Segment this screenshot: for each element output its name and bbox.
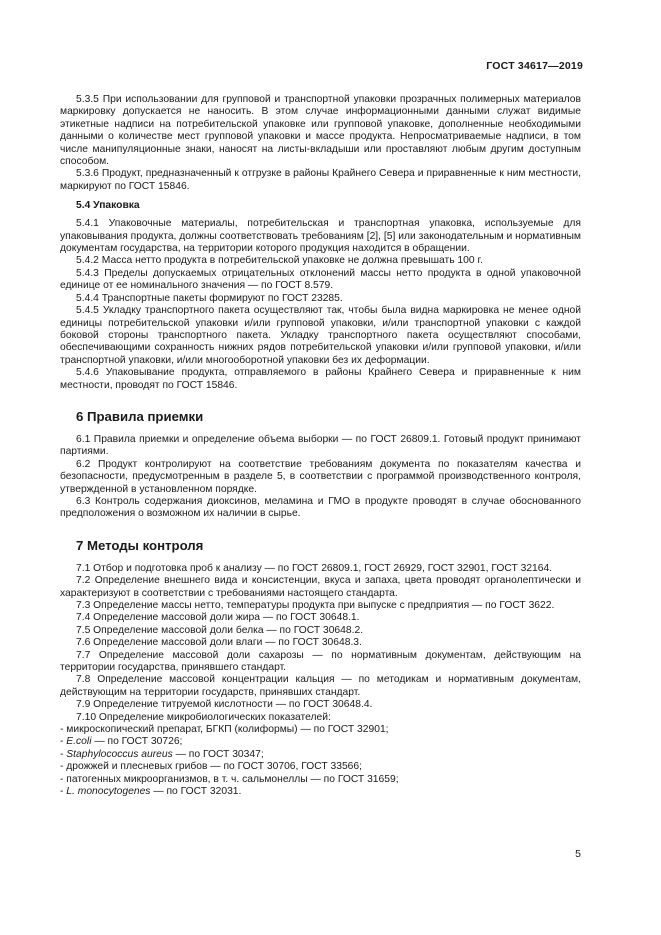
microbiology-list <box>60 724 581 798</box>
paragraph: 7.6 Определение массовой доли влаги — по ГОСТ 30648.3. <box>76 637 362 649</box>
paragraph: 6.3 Контроль содержания диоксинов, меламина и ГМО в продукте проводят в случае обоснованного предположения о возможном их наличии в сырье. <box>60 495 581 520</box>
paragraph: 7.1 Отбор и подготовка проб к анализу — по ГОСТ 26809.1, ГОСТ 26929, ГОСТ 32901, ГОСТ 32164. <box>76 562 553 574</box>
paragraph: 6.1 Правила приемки и определение объема выборки — по ГОСТ 26809.1. Готовый продукт принимают партиями. <box>60 433 581 458</box>
section-7-body <box>60 563 581 799</box>
page-number: 5 <box>575 848 581 860</box>
paragraph: 7.7 Определение массовой доли сахарозы — по нормативным документам, действующим на территории государства, принявшего стандарт. <box>60 649 581 674</box>
section-heading-6: 6 Правила приемки <box>76 408 204 424</box>
paragraph: 5.3.5 При использовании для групповой и транспортной упаковки прозрачных полимерных материалов маркировку допускается не наносить. В этом случае информационными данными служат видимые этикетные надписи на потребительской упаковке или групповой упаковке, дополненные необходимыми данными о количестве мест групповой упаковки и массе продукта. Непросматриваемые надписи, в том числе манипуляционные знаки, наносят на листы-вкладыши или проставляют любым другим доступным способом. <box>60 94 581 168</box>
paragraph: 5.3.6 Продукт, предназначенный к отгрузке в районы Крайнего Севера и приравненные к ним местности, маркируют по ГОСТ 15846. <box>60 168 581 192</box>
list-item: - L. monocytogenes — по ГОСТ 32031. <box>60 786 581 798</box>
paragraph: 5.4.5 Укладку транспортного пакета осуществляют так, чтобы была видна маркировка не менее одной единицы потребительской упаковки и/или групповой упаковки, и/или транспортной упаковки с каждой боковой стороны транспортного пакета. Укладку транспортного пакета осуществляют способами, обеспечивающими сохранность нижних рядов потребительской упаковки и/или групповой упаковки, и/или транспортной упаковки, и/или многооборотной упаковки без их деформации. <box>60 305 581 366</box>
paragraph: 7.8 Определение массовой концентрации кальция — по методикам и нормативным документам, действующим на территории государств, принявших стандарт. <box>60 674 581 698</box>
paragraph: 5.4.1 Упаковочные материалы, потребительская и транспортная упаковка, используемые для упаковывания продукта, должны соответствовать требованиям [2], [5] или законодательным и нормативным документам государства, на территории которого продукция находится в обращении. <box>60 218 581 255</box>
paragraph: 5.4.2 Масса нетто продукта в потребительской упаковке не должна превышать 100 г. <box>76 255 483 267</box>
paragraph: 5.4.3 Пределы допускаемых отрицательных отклонений массы нетто продукта в одной упаковочной единице от ее номинального значения — по ГОСТ 8.579. <box>60 267 581 292</box>
paragraph: 5.4.6 Упаковывание продукта, отправляемого в районы Крайнего Севера и приравненные к ним местности, проводят по ГОСТ 15846. <box>60 367 581 391</box>
paragraph: 7.4 Определение массовой доли жира — по ГОСТ 30648.1. <box>76 612 360 624</box>
list-item: - микроскопический препарат, БГКП (колиформы) — по ГОСТ 32901; <box>60 724 581 736</box>
paragraph: 5.4.4 Транспортные пакеты формируют по ГОСТ 23285. <box>76 292 343 304</box>
list-item: - дрожжей и плесневых грибов — по ГОСТ 30706, ГОСТ 33566; <box>60 761 581 773</box>
paragraph: 7.3 Определение массы нетто, температуры продукта при выпуске с предприятия — по ГОСТ 3622. <box>76 600 555 611</box>
section-5-3-continued <box>60 94 581 193</box>
section-heading-5-4: 5.4 Упаковка <box>76 200 140 212</box>
paragraph: 6.2 Продукт контролируют на соответствие требованиям документа по показателям качества и безопасности, предусмотренным в разделе 5, в соответствии с программой производственного контроля, утвержденной в установленном порядке. <box>60 458 581 495</box>
document-header: ГОСТ 34617—2019 <box>486 60 583 72</box>
section-5-4-body <box>60 218 581 392</box>
section-heading-7: 7 Методы контроля <box>76 537 204 553</box>
paragraph: 7.9 Определение титруемой кислотности — по ГОСТ 30648.4. <box>76 699 373 711</box>
paragraph: 7.10 Определение микробиологических показателей: <box>76 711 331 723</box>
document-body <box>60 94 581 799</box>
section-6-body <box>60 434 581 521</box>
list-item: - патогенных микроорганизмов, в т. ч. сальмонеллы — по ГОСТ 31659; <box>60 774 581 786</box>
list-item: - Staphylococcus aureus — по ГОСТ 30347; <box>60 749 581 761</box>
paragraph: 7.5 Определение массовой доли белка — по ГОСТ 30648.2. <box>76 624 364 636</box>
list-item: - E.coli — по ГОСТ 30726; <box>60 736 581 748</box>
paragraph: 7.2 Определение внешнего вида и консистенции, вкуса и запаха, цвета проводят органолептически и характеризуют в соответствии с требованиями настоящего стандарта. <box>60 575 581 599</box>
